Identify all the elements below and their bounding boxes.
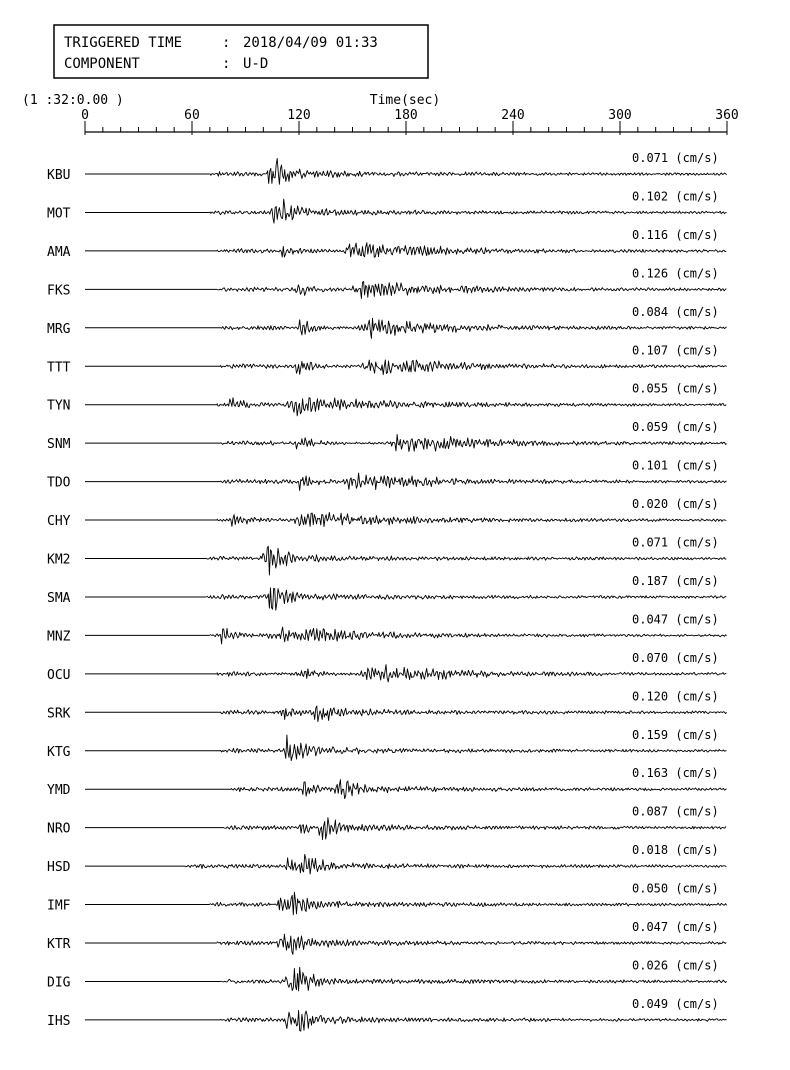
component-label: COMPONENT	[64, 56, 140, 72]
station-code: TDO	[47, 475, 71, 491]
station-row-ymd	[47, 766, 727, 799]
station-row-mot	[47, 189, 727, 223]
x-tick-label: 240	[501, 108, 525, 123]
seismic-waveform	[217, 513, 726, 527]
start-time-label: (1 :32:0.00 )	[22, 93, 124, 108]
station-row-dig	[47, 958, 727, 990]
x-tick-label: 120	[287, 108, 311, 123]
station-row-ocu	[47, 651, 726, 683]
station-code: MOT	[47, 206, 71, 222]
station-code: SNM	[47, 437, 71, 453]
station-row-imf	[47, 882, 727, 915]
station-row-nro	[47, 805, 726, 840]
station-row-mnz	[47, 612, 727, 644]
max-amplitude: 0.070 (cm/s)	[632, 650, 719, 665]
station-code: YMD	[47, 783, 71, 799]
max-amplitude: 0.187 (cm/s)	[632, 573, 719, 588]
station-row-kbu	[47, 151, 727, 184]
seismic-waveform	[221, 318, 727, 338]
station-row-ama	[47, 228, 726, 260]
seismic-waveform	[217, 398, 726, 416]
x-tick-label: 0	[81, 108, 89, 123]
max-amplitude: 0.050 (cm/s)	[632, 881, 719, 896]
x-tick-label: 300	[608, 108, 632, 123]
max-amplitude: 0.163 (cm/s)	[632, 766, 719, 781]
seismic-waveform	[221, 706, 727, 722]
seismic-waveform	[221, 1011, 727, 1032]
max-amplitude: 0.026 (cm/s)	[632, 958, 719, 973]
station-row-ihs	[47, 997, 727, 1031]
triggered-time-separator: :	[222, 35, 231, 51]
station-code: KM2	[47, 552, 71, 568]
max-amplitude: 0.159 (cm/s)	[632, 727, 719, 742]
x-tick-label: 180	[394, 108, 418, 123]
max-amplitude: 0.018 (cm/s)	[632, 843, 719, 858]
station-traces	[47, 151, 727, 1031]
component-separator: :	[222, 56, 231, 72]
station-code: KTR	[47, 937, 71, 952]
max-amplitude: 0.087 (cm/s)	[632, 804, 719, 819]
max-amplitude: 0.126 (cm/s)	[632, 266, 719, 281]
max-amplitude: 0.020 (cm/s)	[632, 497, 719, 512]
station-code: AMA	[47, 244, 71, 260]
station-row-ttt	[47, 343, 727, 375]
station-code: TTT	[47, 360, 71, 376]
station-row-km2	[47, 536, 726, 576]
seismic-waveform	[224, 818, 726, 840]
triggered-time-value: 2018/04/09 01:33	[243, 35, 378, 51]
seismic-waveform	[210, 627, 727, 644]
seismic-waveform	[221, 360, 727, 375]
max-amplitude: 0.059 (cm/s)	[632, 420, 719, 435]
seismic-waveform	[231, 780, 726, 799]
seismic-waveform	[221, 434, 727, 451]
x-tick-label: 360	[715, 108, 739, 123]
max-amplitude: 0.071 (cm/s)	[632, 535, 719, 550]
station-row-ktr	[47, 920, 726, 954]
x-tick-label: 60	[184, 108, 200, 123]
station-code: OCU	[47, 667, 71, 683]
seismic-waveform	[217, 934, 726, 954]
station-code: IMF	[47, 898, 71, 914]
seismic-waveform	[206, 546, 726, 575]
max-amplitude: 0.102 (cm/s)	[632, 189, 719, 204]
max-amplitude: 0.120 (cm/s)	[632, 689, 719, 704]
station-row-mrg	[47, 305, 727, 339]
station-row-tyn	[47, 382, 726, 416]
station-row-fks	[47, 266, 726, 298]
max-amplitude: 0.049 (cm/s)	[632, 996, 719, 1011]
station-code: MRG	[47, 321, 71, 337]
seismic-waveform	[210, 892, 727, 915]
x-axis-title: Time(sec)	[369, 93, 441, 108]
station-code: HSD	[47, 860, 71, 876]
station-row-snm	[47, 420, 727, 452]
max-amplitude: 0.101 (cm/s)	[632, 458, 719, 473]
station-row-srk	[47, 689, 727, 721]
max-amplitude: 0.055 (cm/s)	[632, 381, 719, 396]
station-code: TYN	[47, 398, 71, 414]
seismic-waveform	[221, 473, 727, 490]
station-code: MNZ	[47, 629, 71, 645]
station-code: KTG	[47, 744, 71, 760]
seismic-waveform	[217, 282, 726, 299]
triggered-time-label: TRIGGERED TIME	[64, 35, 183, 51]
station-code: DIG	[47, 975, 71, 991]
max-amplitude: 0.116 (cm/s)	[632, 227, 719, 242]
station-row-ktg	[47, 728, 727, 761]
seismic-waveform	[217, 243, 726, 258]
max-amplitude: 0.047 (cm/s)	[632, 920, 719, 934]
station-code: SRK	[47, 706, 71, 722]
max-amplitude: 0.107 (cm/s)	[632, 343, 719, 358]
max-amplitude: 0.047 (cm/s)	[632, 612, 719, 627]
max-amplitude: 0.071 (cm/s)	[632, 151, 719, 165]
seismic-waveform	[206, 588, 726, 610]
max-amplitude: 0.084 (cm/s)	[632, 304, 719, 319]
time-axis	[81, 108, 739, 135]
station-code: SMA	[47, 590, 71, 606]
station-code: IHS	[47, 1013, 71, 1029]
trigger-info-box	[54, 25, 428, 78]
component-value: U-D	[243, 56, 269, 72]
seismic-waveform	[185, 854, 726, 874]
station-code: FKS	[47, 283, 71, 299]
station-row-sma	[47, 574, 726, 610]
station-code: KBU	[47, 168, 71, 183]
station-row-chy	[47, 497, 726, 529]
station-row-hsd	[47, 843, 726, 875]
station-code: NRO	[47, 821, 71, 837]
station-row-tdo	[47, 459, 727, 491]
seismic-waveform	[217, 665, 726, 682]
station-code: CHY	[47, 514, 71, 530]
